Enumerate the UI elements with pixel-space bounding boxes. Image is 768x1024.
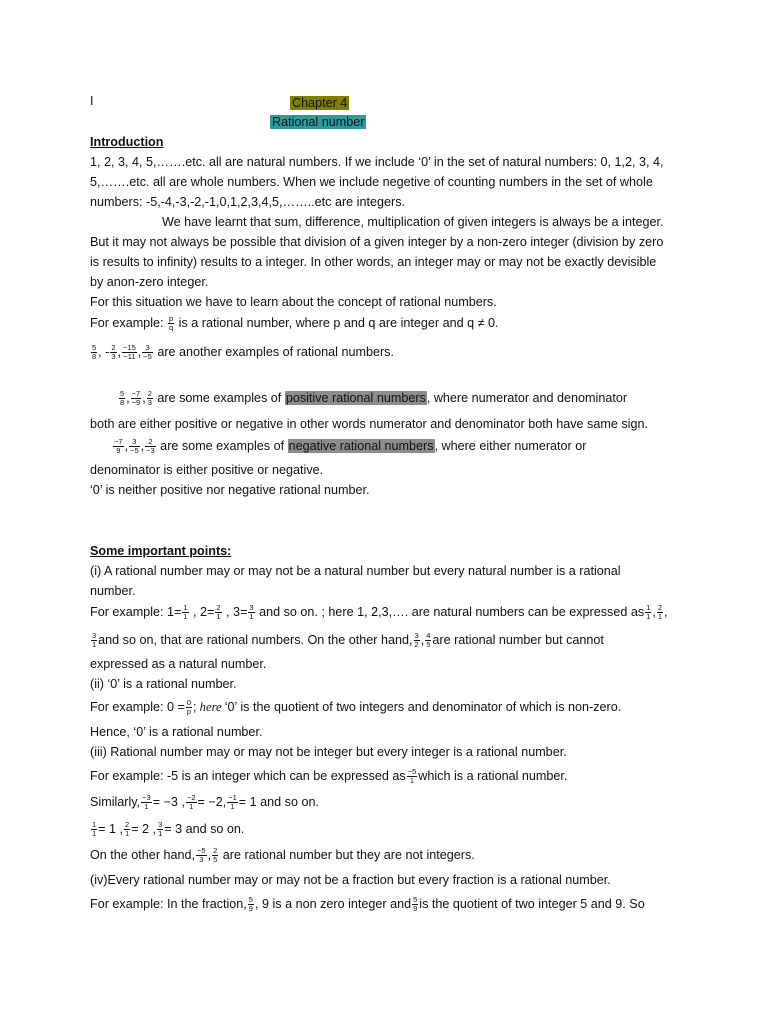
denominator: 9 (248, 904, 253, 914)
intro-line: But it may not always be possible that division of a given integer by a non-zero integer (division by zero (90, 235, 664, 249)
point-i-line: (i) A rational number may or may not be a natural number but every natural number is a rational (90, 564, 621, 578)
denominator: 1 (409, 776, 415, 786)
numerator: 2 (213, 846, 218, 856)
intro-line: is results to infinity) results to a integer. In other words, an integer may or may not be exactly devisible (90, 255, 657, 269)
denominator: 1 (646, 612, 651, 622)
fraction (215, 604, 221, 621)
intro-line: 5,…….etc. all are whole numbers. When we include negetive of counting numbers in the set of whole (90, 175, 653, 189)
fraction (142, 344, 153, 361)
fraction (145, 438, 156, 455)
fraction (147, 390, 153, 407)
numerator: −3 (142, 793, 151, 803)
denominator: 1 (189, 802, 194, 812)
numerator: 1 (183, 603, 188, 613)
point-i-line: expressed as a natural number. (90, 657, 267, 671)
denominator: 3 (199, 855, 204, 865)
zero-line: ‘0’ is neither positive nor negative rational number. (90, 483, 370, 497)
point-ii-line: Hence, ‘0’ is a rational number. (90, 725, 263, 739)
point-iii-other: On the other hand, $\frac{-5}{3}$ , $\frac{2}{5}$ are rational number but they are not integers. (90, 846, 475, 865)
fraction (186, 794, 197, 811)
fraction (119, 390, 125, 407)
intro-line: by anon-zero integer. (90, 275, 209, 289)
fraction (91, 821, 97, 838)
denominator: 1 (92, 829, 97, 839)
fraction (131, 390, 142, 407)
point-ii-example: For example: 0 = $\frac{0}{p}$ ; here ‘0’ is the quotient of two integers and denominator of which is non-zero. (90, 698, 622, 717)
numerator: 5 (248, 895, 253, 905)
numerator: 5 (92, 343, 97, 353)
numerator: −7 (131, 389, 141, 399)
denominator: −3 (146, 446, 155, 456)
fraction (212, 847, 218, 864)
denominator: 9 (413, 904, 418, 914)
denominator: 1 (158, 829, 163, 839)
denominator: 2 (414, 640, 419, 650)
fraction (157, 821, 163, 838)
denominator: −9 (131, 398, 141, 408)
numerator: 2 (657, 603, 662, 613)
intro-line: 1, 2, 3, 4, 5,…….etc. all are natural numbers. If we include ‘0’ in the set of natural numbers: 0, 1,2, 3, 4, (90, 155, 664, 169)
negative-line-2: denominator is either positive or negative. (90, 463, 324, 477)
chapter-title: Rational number (272, 115, 365, 129)
fraction (186, 699, 192, 716)
point-i-example-2: $\frac{3}{1}$ and so on, that are rational numbers. On the other hand, $\frac{3}{2}$ , $\frac{4}{5}$ are rational number but cannot (92, 631, 604, 650)
numerator: 2 (147, 389, 152, 399)
denominator: −5 (143, 352, 152, 362)
denominator: q (169, 323, 174, 333)
fraction (124, 821, 130, 838)
denominator: 3 (147, 398, 152, 408)
numerator: 3 (158, 820, 163, 830)
denominator: 1 (144, 802, 149, 812)
fraction (414, 632, 420, 649)
numerator: 0 (186, 698, 192, 708)
numerator: p (169, 314, 174, 324)
fraction (657, 604, 663, 621)
numerator: −2 (186, 793, 196, 803)
fraction (412, 896, 418, 913)
page-marker: I (90, 94, 94, 108)
denominator: −5 (130, 446, 139, 456)
denominator: 1 (657, 612, 662, 622)
numerator: 3 (249, 603, 254, 613)
denominator: 3 (111, 352, 116, 362)
point-iv-line: (iv)Every rational number may or may not be a fraction but every fraction is a rational number. (90, 873, 611, 887)
denominator: 5 (213, 855, 218, 865)
chapter-label: Chapter 4 (292, 96, 348, 110)
point-iv-example: For example: In the fraction, $\frac{5}{9}$ , 9 is a non zero integer and $\frac{5}{9}$ is the quotient of two integer 5 and 9. So (90, 895, 645, 914)
numerator: 3 (129, 438, 140, 447)
fraction (122, 344, 137, 361)
fraction (91, 632, 97, 649)
fraction (248, 604, 254, 621)
fraction (645, 604, 651, 621)
denominator: 5 (426, 640, 431, 650)
denominator: 9 (116, 446, 121, 456)
point-i-example: For example: 1= $\frac{1}{1}$ , 2= $\frac{2}{1}$ , 3= $\frac{3}{1}$ and so on. ; here 1, 2,3,…. are natural numbers can be expressed as $\frac{1}{1}$ , $\frac{2}{1}$ , (90, 603, 668, 622)
numerator: −5 (197, 846, 206, 856)
point-i-line: number. (90, 584, 136, 598)
example-line: For example: $\frac{p}{q}$ is a rational number, where p and q are integer and q ≠ 0. (90, 314, 499, 333)
numerator: 2 (216, 603, 221, 613)
numerator: 2 (125, 820, 130, 830)
denominator: 8 (120, 398, 125, 408)
highlight-positive: positive rational numbers (285, 391, 426, 405)
intro-line: For this situation we have to learn about the concept of rational numbers. (90, 295, 497, 309)
point-iii-example: For example: -5 is an integer which can be expressed as $\frac{-5}{1}$ which is a rational number. (90, 767, 568, 786)
positive-line-2: both are either positive or negative in other words numerator and denominator both have same sign. (90, 417, 648, 431)
fraction (227, 794, 238, 811)
example-line: $\frac{5}{8}$ , - $\frac{2}{3}$ , $\frac{-15}{-11}$ , $\frac{3}{-5}$ are another examples of rational numbers. (92, 343, 394, 362)
denominator: 1 (183, 612, 188, 622)
fraction (196, 847, 207, 864)
numerator: 5 (120, 389, 125, 399)
point-iii-similarly: Similarly, $\frac{-3}{1}$ = −3 , $\frac{-2}{1}$ = −2, $\frac{-1}{1}$ = 1 and so on. (90, 793, 319, 812)
numerator: −5 (407, 767, 417, 777)
intro-line: numbers: -5,-4,-3,-2,-1,0,1,2,3,4,5,……..etc are integers. (90, 195, 405, 209)
denominator: 1 (230, 802, 235, 812)
negative-examples-line: $\frac{-7}{9}$ , $\frac{3}{-5}$ , $\frac{2}{-3}$ are some examples of negative rational numbers, where either numerator or (114, 437, 587, 456)
highlight-negative: negative rational numbers (288, 439, 434, 453)
denominator: 1 (92, 640, 97, 650)
fraction (110, 344, 116, 361)
intro-line: We have learnt that sum, difference, multiplication of given integers is always be a integer. (162, 215, 664, 229)
point-iii-line-3: $\frac{1}{1}$ = 1 , $\frac{2}{1}$ = 2 , $\frac{3}{1}$ = 3 and so on. (92, 820, 245, 839)
numerator: 3 (142, 344, 153, 353)
numerator: 2 (111, 343, 116, 353)
denominator: 1 (249, 612, 254, 622)
numerator: 2 (145, 438, 156, 447)
denominator: 1 (216, 612, 221, 622)
fraction (113, 438, 124, 455)
fraction (91, 344, 97, 361)
numerator: 3 (92, 631, 97, 641)
denominator: −11 (123, 352, 136, 362)
fraction (182, 604, 188, 621)
fraction (141, 794, 152, 811)
denominator: p (186, 707, 192, 717)
numerator: −1 (228, 793, 237, 803)
numerator: 3 (414, 631, 419, 641)
points-heading: Some important points: (90, 544, 232, 558)
positive-examples-line: $\frac{5}{8}$ , $\frac{-7}{-9}$ , $\frac{2}{3}$ are some examples of positive rational numbers, where numerator and denominator (120, 389, 628, 408)
fraction (248, 896, 254, 913)
fraction (168, 315, 174, 332)
fraction (129, 438, 140, 455)
numerator: 5 (413, 895, 418, 905)
numerator: 1 (92, 820, 97, 830)
numerator: −15 (123, 343, 136, 353)
fraction (407, 768, 418, 785)
denominator: 8 (92, 352, 97, 362)
point-iii-line: (iii) Rational number may or may not be integer but every integer is a rational number. (90, 745, 567, 759)
numerator: 4 (426, 631, 431, 641)
denominator: 1 (125, 829, 130, 839)
fraction (425, 632, 431, 649)
point-ii-line: (ii) ‘0’ is a rational number. (90, 677, 237, 691)
intro-heading: Introduction (90, 135, 164, 149)
numerator: −7 (114, 437, 123, 447)
numerator: 1 (646, 603, 651, 613)
